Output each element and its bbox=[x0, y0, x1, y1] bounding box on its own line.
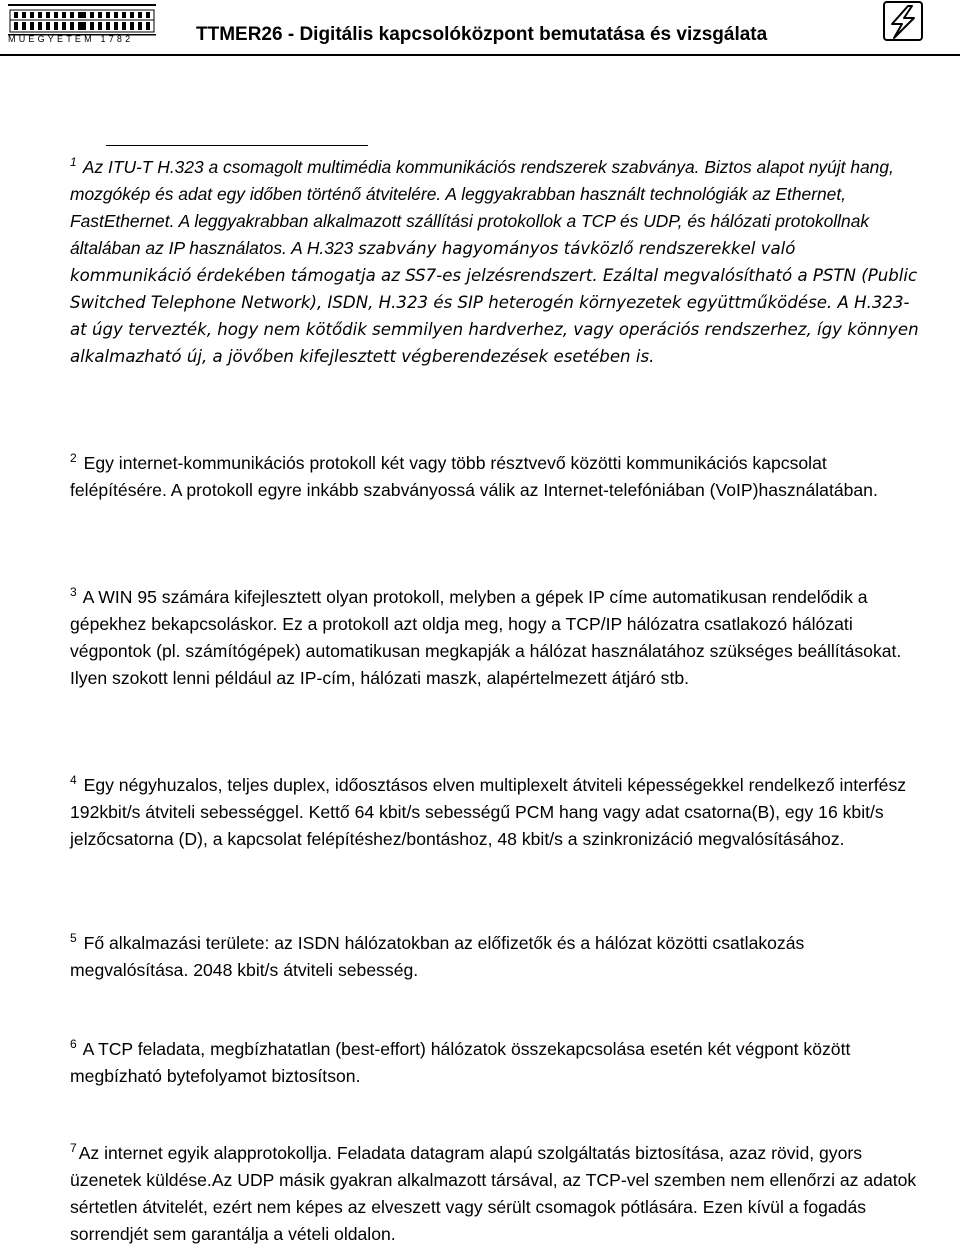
footnote-number: 6 bbox=[70, 1037, 77, 1051]
footnote-text: A WIN 95 számára kifejlesztett olyan protokoll, melyben a gépek IP címe automatikusan rendelődik a gépekhez bekapcsoláskor. Ez a protokoll azt oldja meg, hogy a TCP/IP hálózatra csatlakozó hálózati végpontok (pl. számítógépek) automatikusan megkapják a hálózat használatához szükséges beállításokat. Ilyen szokott lenni például az IP-cím, hálózati maszk, alapértelmezett átjáró stb. bbox=[70, 587, 902, 688]
footnote-7 bbox=[70, 1140, 920, 1248]
header-rule bbox=[0, 54, 960, 56]
footnote-4 bbox=[70, 772, 920, 853]
footnote-text: Egy internet-kommunikációs protokoll két vagy több résztvevő közötti kommunikációs kapcsolat felépítésére. A protokoll egyre inkább szabványossá válik az Internet-telefóniában (VoIP)használatában. bbox=[70, 453, 878, 500]
footnote-separator bbox=[106, 145, 368, 146]
footnote-text-continued: szabvány hagyományos távközlő rendszerekkel való kommunikáció érdekében támogatja az SS7-es jelzésrendszert. Ezáltal megvalósítható a PSTN (Public Switched Telephone Network), ISDN, H.323 és SIP heterogén környezetek együttműködése. A H.323-at úgy tervezték, hogy nem kötődik semmilyen hardverhez, vagy operációs rendszerhez, így könnyen alkalmazható új, a jövőben kifejlesztett végberendezések esetében is. bbox=[70, 239, 919, 366]
footnote-5 bbox=[70, 930, 920, 984]
footnote-text: Az internet egyik alapprotokollja. Feladata datagram alapú szolgáltatás biztosítása, azaz rövid, gyors üzenetek küldése.Az UDP másik gyakran alkalmazott társával, az TCP-vel szemben nem ellenőrzi az adatok sértetlen átvitelét, ezért nem képes az elveszett vagy sérült csomagok pótlására. Ezen kívül a fogadás sorrendjét sem garantálja a vételi oldalon. bbox=[70, 1143, 917, 1244]
footnote-number: 3 bbox=[70, 585, 77, 599]
footnote-1 bbox=[70, 154, 920, 370]
lightning-icon bbox=[878, 0, 928, 46]
footnote-number: 2 bbox=[70, 451, 77, 465]
footnote-text: Az ITU-T H.323 a csomagolt multimédia kommunikációs rendszerek szabványa. Biztos alapot nyújt hang, mozgókép és adat egy időben történő átvitelére. A leggyakrabban használt technológiák az Ethernet, FastEthernet. A leggyakrabban alkalmazott szállítási protokollok a TCP és UDP, és hálózati protokollnak általában az IP használatos. A H.323 bbox=[70, 157, 894, 258]
footnote-text: Egy négyhuzalos, teljes duplex, időosztásos elven multiplexelt átviteli képességekkel rendelkező interfész 192kbit/s átviteli sebességgel. Kettő 64 kbit/s sebességű PCM hang vagy adat csatorna(B), egy 16 kbit/s jelzőcsatorna (D), a kapcsolat felépítéshez/bontáshoz, 48 kbit/s a szinkronizáció megvalósításához. bbox=[70, 775, 907, 849]
document-title: TTMER26 - Digitális kapcsolóközpont bemutatása és vizsgálata bbox=[196, 24, 768, 45]
footnote-number: 1 bbox=[70, 155, 77, 169]
footnote-number: 7 bbox=[70, 1141, 77, 1155]
logo-caption: MŰEGYETEM 1782 bbox=[8, 34, 134, 44]
footnote-text: A TCP feladata, megbízhatatlan (best-effort) hálózatok összekapcsolása esetén két végpont között megbízható bytefolyamot biztosítson. bbox=[70, 1039, 851, 1086]
university-logo bbox=[8, 4, 156, 54]
footnote-number: 5 bbox=[70, 931, 77, 945]
footnote-2 bbox=[70, 450, 920, 504]
footnote-3 bbox=[70, 584, 920, 692]
footnote-number: 4 bbox=[70, 773, 77, 787]
footnote-6 bbox=[70, 1036, 920, 1090]
page-header bbox=[0, 0, 960, 64]
footnote-text: Fő alkalmazási területe: az ISDN hálózatokban az előfizetők és a hálózat közötti csatlakozás megvalósítása. 2048 kbit/s átviteli sebesség. bbox=[70, 933, 805, 980]
